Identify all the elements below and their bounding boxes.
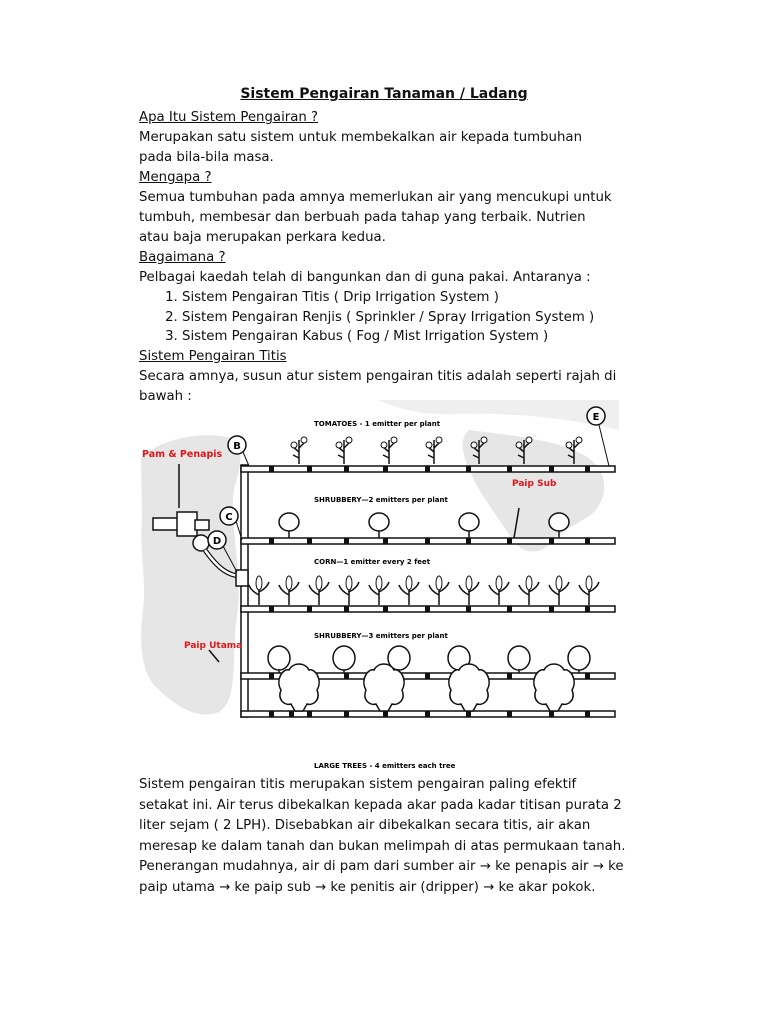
marker-c [220, 507, 238, 525]
shrub-plant [333, 646, 355, 673]
emitter [307, 606, 312, 612]
emitter [383, 538, 388, 544]
row-caption-large-trees: LARGE TREES - 4 emitters each tree [314, 762, 456, 770]
emitter [507, 466, 512, 472]
method-item: 2. Sistem Pengairan Renjis ( Sprinkler / Spray Irrigation System ) [182, 308, 619, 328]
text-apa: Merupakan satu sistem untuk membekalkan air kepada tumbuhan pada bila-bila masa. [139, 130, 582, 165]
label-main-pipe: Paip Utama [184, 641, 243, 651]
emitter [425, 711, 430, 717]
corn-plant [399, 576, 419, 605]
emitter [425, 538, 430, 544]
text-bagaimana: Pelbagai kaedah telah di bangunkan dan di guna pakai. Antaranya : [139, 270, 591, 285]
emitter [425, 673, 430, 679]
heading-titis: Sistem Pengairan Titis [139, 348, 287, 364]
diagram-svg [139, 400, 619, 772]
methods-list [139, 288, 619, 347]
row-caption-corn: CORN—1 emitter every 2 feet [314, 558, 431, 566]
shrub-plant [279, 513, 299, 538]
marker-e [587, 407, 605, 425]
emitter [383, 606, 388, 612]
corn-plant [459, 576, 479, 605]
emitter [269, 673, 274, 679]
marker-e-label: E [592, 412, 600, 423]
ground-shading-left [141, 435, 243, 714]
emitter [344, 711, 349, 717]
emitter [425, 606, 430, 612]
page-title: Sistem Pengairan Tanaman / Ladang [240, 86, 528, 102]
heading-mengapa: Mengapa ? [139, 170, 212, 185]
large-tree [279, 664, 319, 711]
heading-apa: Apa Itu Sistem Pengairan ? [139, 110, 319, 125]
shrub-plant [369, 513, 389, 538]
text-mengapa: Semua tumbuhan pada amnya memerlukan air yang mencukupi untuk tumbuh, membesar dan berbuah pada tahap yang terbaik. Nutrien atau baja merupakan perkara kedua. [139, 190, 612, 245]
emitter [507, 673, 512, 679]
emitter [466, 606, 471, 612]
text-body [139, 108, 619, 407]
emitter [549, 538, 554, 544]
shrub-plant [459, 513, 479, 538]
tomato-plant [426, 437, 442, 464]
shrub-plant [568, 646, 590, 673]
shrub-plant [268, 646, 290, 673]
row-caption-shrubbery-3: SHRUBBERY—3 emitters per plant [314, 632, 448, 640]
corn-plant [249, 576, 269, 605]
emitter [344, 538, 349, 544]
emitter [425, 466, 430, 472]
text-titis: Secara amnya, susun atur sistem pengairan titis adalah seperti rajah di bawah : [139, 368, 617, 404]
label-sub-pipe: Paip Sub [512, 479, 557, 489]
emitter [507, 711, 512, 717]
large-tree [364, 664, 404, 711]
emitter [307, 466, 312, 472]
corn-plant [279, 576, 299, 605]
emitter [289, 711, 294, 717]
emitter [549, 711, 554, 717]
drip-irrigation-diagram [139, 400, 619, 772]
emitter [344, 606, 349, 612]
method-item: 3. Sistem Pengairan Kabus ( Fog / Mist Irrigation System ) [182, 327, 619, 347]
emitter [466, 538, 471, 544]
emitter [585, 466, 590, 472]
corn-plant [429, 576, 449, 605]
tomato-plant [336, 437, 352, 464]
emitter [507, 606, 512, 612]
corn-plant [489, 576, 509, 605]
corn-plant [579, 576, 599, 605]
emitter [269, 606, 274, 612]
marker-c-label: C [225, 512, 233, 523]
emitter [269, 711, 274, 717]
emitter [344, 673, 349, 679]
corn-plant [519, 576, 539, 605]
emitter [585, 538, 590, 544]
row-caption-tomatoes: TOMATOES - 1 emitter per plant [314, 420, 441, 428]
emitter [585, 606, 590, 612]
row-caption-shrubbery-2: SHRUBBERY—2 emitters per plant [314, 496, 448, 504]
shrub-plant [508, 646, 530, 673]
corn-plant [369, 576, 389, 605]
emitter [383, 711, 388, 717]
tomato-plant [291, 437, 307, 464]
marker-b-label: B [233, 441, 241, 452]
emitter [383, 466, 388, 472]
corn-plant [309, 576, 329, 605]
emitter [269, 466, 274, 472]
heading-bagaimana: Bagaimana ? [139, 250, 226, 265]
marker-d-label: D [212, 536, 222, 547]
emitter [307, 711, 312, 717]
emitter [466, 466, 471, 472]
emitter [269, 538, 274, 544]
emitter [344, 466, 349, 472]
emitter [549, 466, 554, 472]
tomato-plant [381, 437, 397, 464]
emitter [585, 711, 590, 717]
emitter [585, 673, 590, 679]
large-tree [449, 664, 489, 711]
large-tree [534, 664, 574, 711]
emitter [307, 538, 312, 544]
emitter [507, 538, 512, 544]
footer-paragraph-2: Penerangan mudahnya, air di pam dari sumber air → ke penapis air → ke paip utama → ke paip sub → ke penitis air (dripper) → ke akar pokok. [139, 859, 624, 895]
footer-text [139, 775, 629, 898]
corn-plant [549, 576, 569, 605]
ground-shading-right [463, 430, 605, 552]
emitter [466, 711, 471, 717]
marker-b [228, 436, 246, 454]
label-pump-filter: Pam & Penapis [142, 449, 223, 460]
method-item: 1. Sistem Pengairan Titis ( Drip Irrigation System ) [182, 288, 619, 308]
corn-plant [339, 576, 359, 605]
emitter [549, 606, 554, 612]
footer-paragraph-1: Sistem pengairan titis merupakan sistem pengairan paling efektif setakat ini. Air terus dibekalkan kepada akar pada kadar titisan purata 2 liter sejam ( 2 LPH). Disebabkan air dibekalkan secara titis, air akan meresap ke dalam tanah dan bukan melimpah di atas permukaan tanah. [139, 777, 626, 854]
